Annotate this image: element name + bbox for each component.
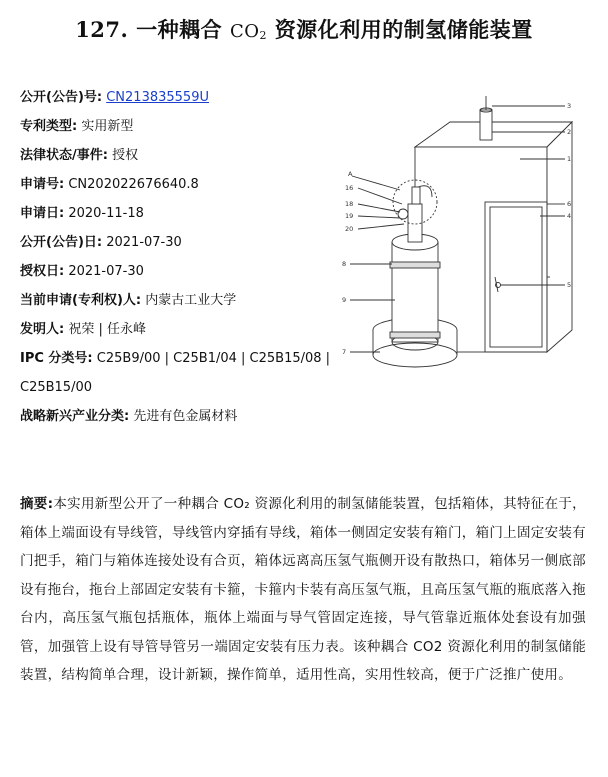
abstract-text: 本实用新型公开了一种耦合 CO₂ 资源化利用的制氢储能装置，包括箱体，其特征在于，箱体上端面设有导线管，导线管内穿插有导线，箱体一侧固定安装有箱门，箱门上固定安装有门把手，箱门与箱体连接处设有合页，箱体远离高压氢气瓶侧开设有散热口，箱体另一侧底部设有拖台，拖台上部固定安装有卡箍，卡箍内卡装有高压氢气瓶，且高压氢气瓶的瓶底落入拖台内，高压氢气瓶包括瓶体，瓶体上端面与导气管固定连接，导气管靠近瓶体处套设有加强管，加强管上设有导管导管另一端固定安装有压力表。该种耦合 CO2 资源化利用的制氢储能装置，结构简单合理，设计新颖，操作简单，适用性高，实用性较高，便于广泛推广使用。: [20, 496, 586, 683]
title-prefix: 127. 一种耦合: [75, 17, 230, 42]
status-row: [20, 141, 350, 170]
ipc-row: [20, 344, 350, 402]
ipc-value: C25B9/00 | C25B1/04 | C25B15/08 | C25B15/00: [20, 351, 331, 395]
type-label: 专利类型:: [20, 119, 78, 134]
abstract: [20, 490, 586, 690]
inventor-label: 发明人:: [20, 322, 65, 337]
cylinder-body: [392, 242, 438, 342]
ipc-label: IPC 分类号:: [20, 351, 93, 366]
fig-label-6: 6: [567, 200, 572, 208]
fig-label-3: 3: [567, 102, 572, 110]
fig-label-16: 16: [345, 184, 354, 192]
fig-label-8: 8: [342, 260, 347, 268]
fig-label-7: 7: [342, 348, 347, 356]
applicant-row: [20, 286, 350, 315]
status-label: 法律状态/事件:: [20, 148, 108, 163]
inventor-row: [20, 315, 350, 344]
industry-label: 战略新兴产业分类:: [20, 409, 130, 424]
inventor-value: 祝荣 | 任永峰: [68, 322, 146, 337]
grant-date-row: [20, 257, 350, 286]
fig-label-9: 9: [342, 296, 347, 304]
patent-metadata: [20, 83, 350, 431]
pub-date-row: [20, 228, 350, 257]
pub-no-label: 公开(公告)号:: [20, 90, 103, 105]
app-date-value: 2020-11-18: [68, 206, 144, 221]
applicant-value: 内蒙古工业大学: [145, 293, 237, 308]
title-co: CO: [229, 21, 260, 42]
fig-label-a: A: [348, 170, 353, 178]
type-value: 实用新型: [81, 119, 134, 134]
title-suffix: 资源化利用的制氢储能装置: [267, 17, 533, 42]
pressure-gauge: [398, 209, 408, 219]
app-no-label: 申请号:: [20, 177, 65, 192]
patent-drawing: [340, 92, 590, 382]
fig-label-18: 18: [345, 200, 354, 208]
app-date-row: [20, 199, 350, 228]
applicant-label: 当前申请(专利权)人:: [20, 293, 142, 308]
gas-pipe: [412, 187, 420, 204]
title-co2: [230, 21, 267, 42]
title-sub: 2: [259, 29, 267, 42]
type-row: [20, 112, 350, 141]
grant-date-label: 授权日:: [20, 264, 65, 279]
pub-date-label: 公开(公告)日:: [20, 235, 103, 250]
app-no-value: CN202022676640.8: [68, 177, 199, 192]
pub-no-row: [20, 83, 350, 112]
industry-value: 先进有色金属材料: [133, 409, 238, 424]
fig-label-19: 19: [345, 212, 354, 220]
abstract-label: 摘要:: [20, 496, 54, 512]
fig-label-5: 5: [567, 281, 572, 289]
wire-pipe: [480, 110, 492, 140]
page-title: [0, 14, 608, 44]
clamp-upper: [390, 262, 440, 268]
fig-label-20: 20: [345, 225, 354, 233]
status-value: 授权: [112, 148, 139, 163]
clamp-lower: [390, 332, 440, 338]
app-date-label: 申请日:: [20, 206, 65, 221]
app-no-row: [20, 170, 350, 199]
industry-row: [20, 402, 350, 431]
pub-date-value: 2021-07-30: [106, 235, 182, 250]
grant-date-value: 2021-07-30: [68, 264, 144, 279]
pub-no-link[interactable]: CN213835559U: [106, 90, 209, 105]
cabinet-top: [415, 122, 572, 147]
fig-label-4: 4: [567, 212, 572, 220]
fig-label-1: 1: [567, 155, 572, 163]
fig-label-2: 2: [567, 128, 572, 136]
